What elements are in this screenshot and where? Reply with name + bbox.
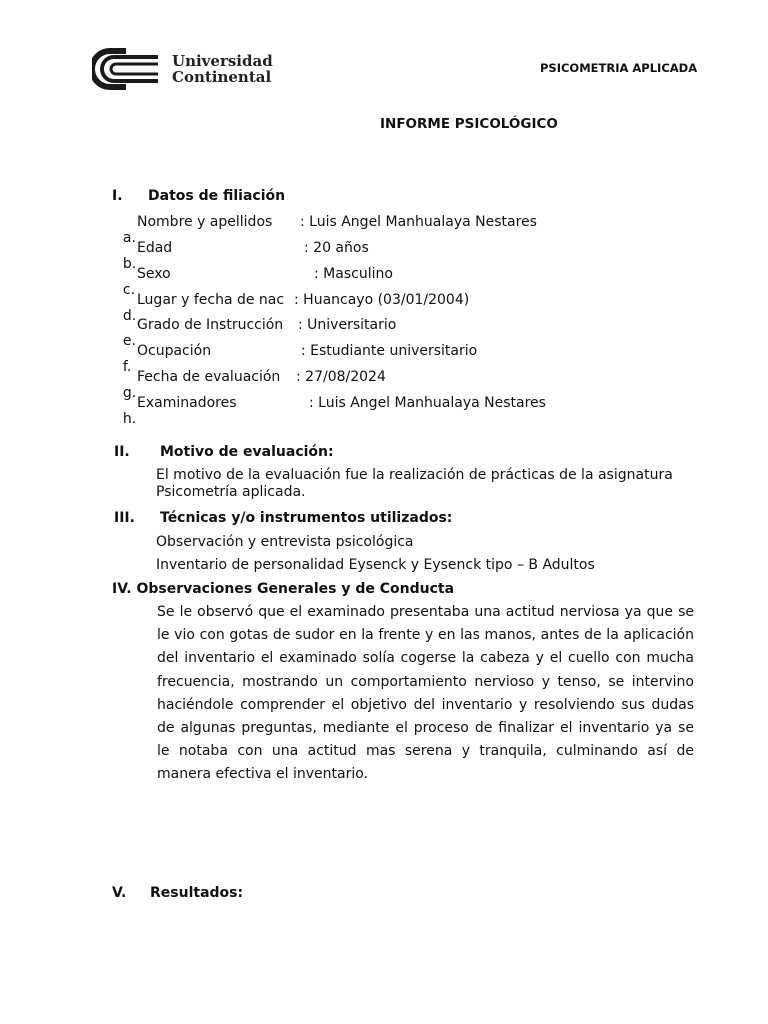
section-5-heading xyxy=(112,885,244,901)
technique-item: Inventario de personalidad Eysenck y Eysenck tipo – B Adultos xyxy=(156,557,595,573)
logo-emblem-icon xyxy=(92,47,162,91)
university-logo xyxy=(92,44,278,94)
item-value: : 20 años xyxy=(304,240,369,256)
item-label: Fecha de evaluación xyxy=(137,369,281,385)
item-label: Nombre y apellidos xyxy=(137,214,273,230)
logo-line-1: Universidad xyxy=(172,52,273,70)
item-value: : Estudiante universitario xyxy=(301,343,478,359)
section-2-title: Motivo de evaluación: xyxy=(160,444,334,460)
item-letter: b. xyxy=(122,256,137,272)
logo-line-2: Continental xyxy=(172,68,272,86)
item-label: Edad xyxy=(137,240,173,256)
section-1-number: I. xyxy=(112,188,123,204)
section-3-heading xyxy=(114,510,453,526)
item-value: : 27/08/2024 xyxy=(296,369,386,385)
section-2-text: El motivo de la evaluación fue la realización de prácticas de la asignatura Psicometría aplicada. xyxy=(156,467,673,500)
item-label: Sexo xyxy=(137,266,171,282)
item-label: Lugar y fecha de nac xyxy=(137,292,285,308)
section-2-heading xyxy=(114,444,334,460)
item-letter: c. xyxy=(122,282,136,298)
section-4-heading xyxy=(112,581,454,597)
technique-item: Observación y entrevista psicológica xyxy=(156,534,414,550)
section-4-text: Se le observó que el examinado presentaba una actitud nerviosa ya que se le vio con gotas de sudor en la frente y en las manos, antes de la aplicación del inventario el examinado solía cogerse la cabeza y el cuello con mucha frecuencia, mostrando un comportamiento nervioso y tenso, se intervino haciéndole comprender el objetivo del inventario y resolviendo sus dudas de algunas preguntas, mediante el proceso de finalizar el inventario ya se le notaba con una actitud mas serena y tranquila, culminando así de manera efectiva el inventario. xyxy=(157,604,694,783)
item-letter: f. xyxy=(122,359,132,375)
section-5-number: V. xyxy=(112,885,127,901)
section-5-title: Resultados: xyxy=(150,885,244,901)
section-4-title: Observaciones Generales y de Conducta xyxy=(136,581,455,597)
item-value: : Luis Angel Manhualaya Nestares xyxy=(300,214,537,230)
course-header: PSICOMETRIA APLICADA xyxy=(540,61,698,75)
item-value: : Huancayo (03/01/2004) xyxy=(294,292,470,308)
item-label: Ocupación xyxy=(137,343,212,359)
item-label: Grado de Instrucción xyxy=(137,317,284,333)
logo-wordmark xyxy=(172,53,273,85)
item-letter: g. xyxy=(122,385,137,401)
item-value: : Luis Angel Manhualaya Nestares xyxy=(309,395,546,411)
section-3-number: III. xyxy=(114,510,135,526)
item-letter: e. xyxy=(122,333,136,349)
item-letter: h. xyxy=(122,411,137,427)
section-1-heading xyxy=(112,188,286,204)
section-4-number: IV. xyxy=(112,581,132,597)
section-2-number: II. xyxy=(114,444,130,460)
item-letter: a. xyxy=(122,230,136,246)
section-1-title: Datos de filiación xyxy=(148,188,286,204)
item-value: : Universitario xyxy=(298,317,397,333)
report-title: INFORME PSICOLÓGICO xyxy=(380,116,558,132)
item-label: Examinadores xyxy=(137,395,237,411)
item-value: : Masculino xyxy=(314,266,393,282)
section-3-title: Técnicas y/o instrumentos utilizados: xyxy=(160,510,453,526)
item-letter: d. xyxy=(122,308,137,324)
